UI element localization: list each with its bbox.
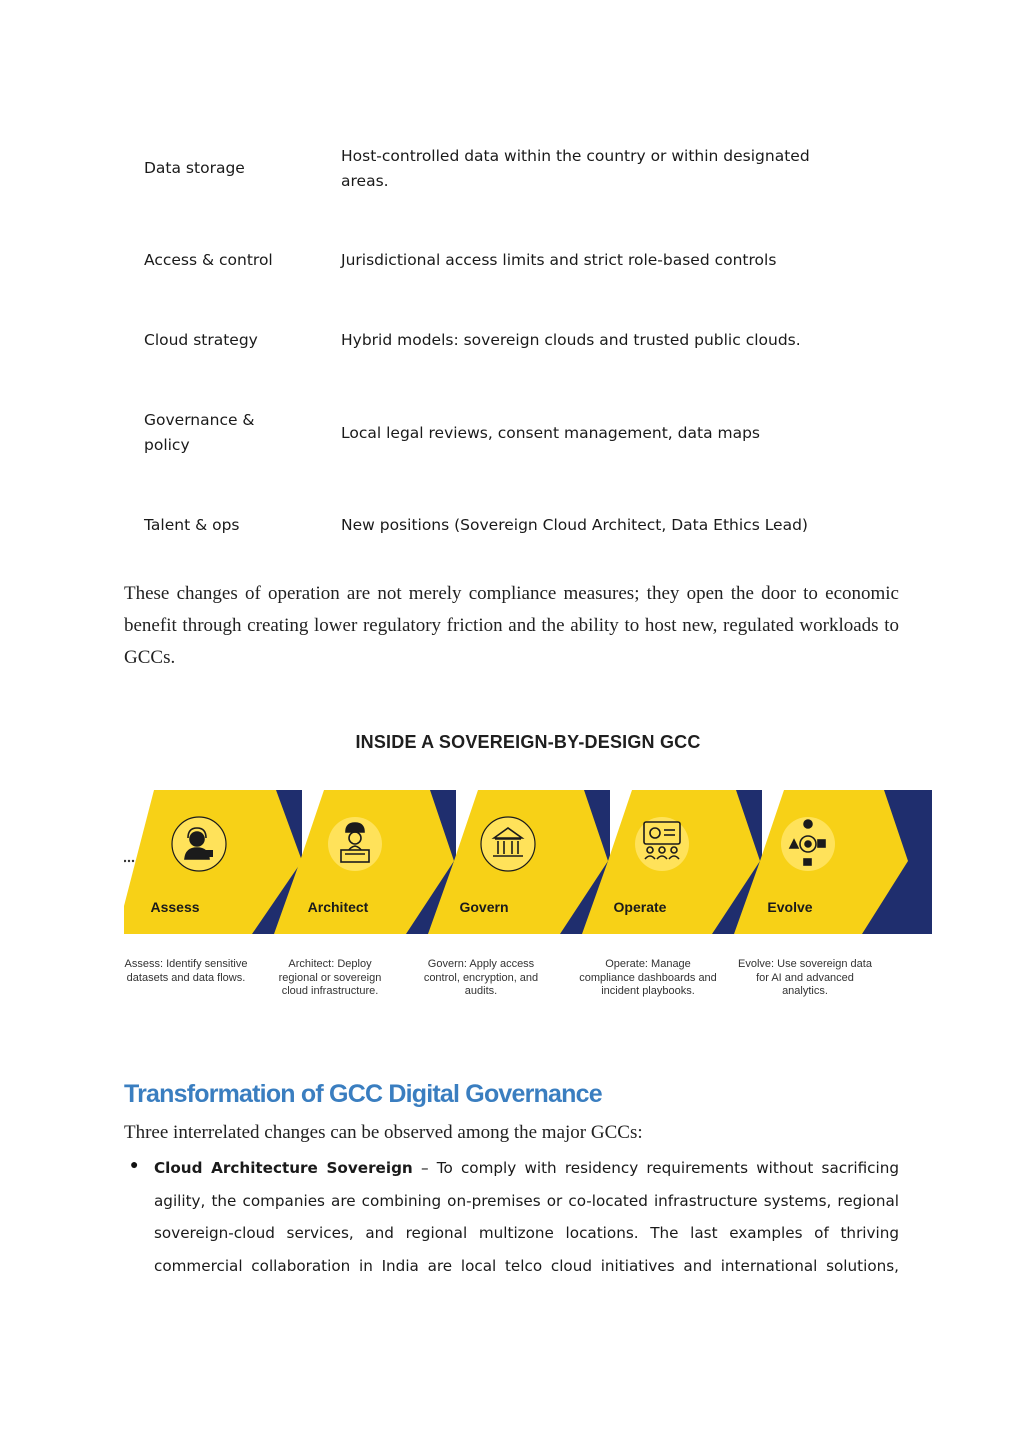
bullet-body: – To comply with residency requirements without sacrificing agility, the companies are combining on-premises or co-located infrastructure systems, regional sovereign-cloud services, and regional multizone locations. The last examples of thriving commercial collaboration in India are local telco cloud initiatives and international solutions,: [154, 1159, 899, 1275]
body-paragraph: These changes of operation are not merely compliance measures; they open the door to economic benefit through creating lower regulatory friction and the ability to host new, regulated workloads to GCCs.: [124, 583, 899, 668]
row-value: Host-controlled data within the country or within designated areas.: [341, 147, 810, 190]
step-desc-architect: Architect: Deploy regional or sovereign cloud infrastructure.: [278, 958, 382, 997]
step-desc-assess: Assess: Identify sensitive datasets and data flows.: [124, 958, 248, 984]
row-value: Hybrid models: sovereign clouds and trusted public clouds.: [341, 331, 801, 349]
step-label-assess: Assess: [150, 899, 200, 915]
step-label-architect: Architect: [307, 899, 369, 915]
row-label: Data storage: [144, 159, 245, 177]
section-intro: Three interrelated changes can be observed among the major GCCs:: [124, 1122, 643, 1143]
section-heading: Transformation of GCC Digital Governance: [124, 1080, 602, 1108]
step-desc-govern: Govern: Apply access control, encryption, and audits.: [423, 958, 539, 997]
row-label: Cloud strategy: [144, 331, 258, 349]
row-label: Talent & ops: [144, 516, 240, 534]
step-desc-operate: Operate: Manage compliance dashboards and incident playbooks.: [579, 958, 717, 997]
step-label-govern: Govern: [459, 899, 509, 915]
step-label-evolve: Evolve: [767, 899, 813, 915]
bullet-title: Cloud Architecture Sovereign: [154, 1159, 413, 1177]
step-desc-evolve: Evolve: Use sovereign data for AI and advanced analytics.: [738, 958, 872, 997]
bullet-item: [154, 1152, 899, 1282]
bullet-dot: ●: [130, 1156, 139, 1172]
row-value: Local legal reviews, consent management, data maps: [341, 424, 761, 442]
row-label: Access & control: [144, 251, 273, 269]
row-value: New positions (Sovereign Cloud Architect, Data Ethics Lead): [341, 516, 808, 534]
figure-title: INSIDE A SOVEREIGN-BY-DESIGN GCC: [355, 732, 701, 752]
step-label-operate: Operate: [613, 899, 667, 915]
row-value: Jurisdictional access limits and strict role-based controls: [341, 251, 777, 269]
row-label: Governance & policy: [144, 411, 255, 454]
